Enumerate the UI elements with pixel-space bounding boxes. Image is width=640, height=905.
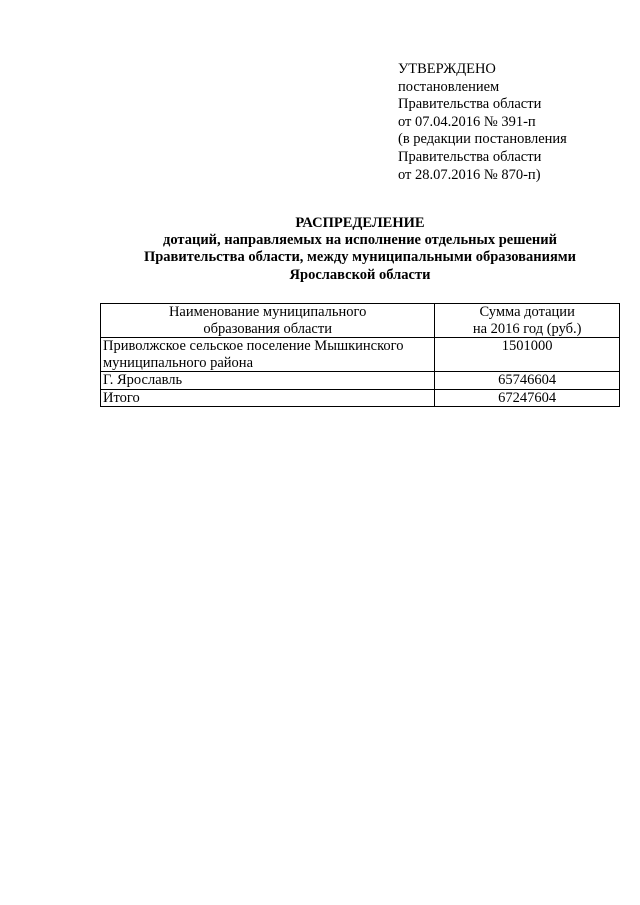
distribution-table	[100, 303, 620, 407]
column-header-name	[101, 304, 435, 338]
column-header-sum	[435, 304, 620, 338]
approval-line: от 28.07.2016 № 870-п)	[398, 166, 541, 183]
approval-line: УТВЕРЖДЕНО	[398, 61, 496, 77]
approval-line: Правительства области	[398, 148, 542, 165]
municipality-name: Г. Ярославль	[101, 372, 435, 390]
table-header-row	[101, 304, 620, 338]
title-line: Правительства области, между муниципальными образованиями	[143, 249, 577, 266]
document-title	[100, 215, 620, 284]
title-heading: РАСПРЕДЕЛЕНИЕ	[295, 215, 425, 231]
title-line: Ярославской области	[289, 266, 431, 283]
table-row	[101, 338, 620, 372]
subsidy-sum: 1501000	[435, 338, 620, 372]
column-header-line: Сумма дотации	[479, 304, 575, 320]
approval-stamp	[398, 61, 567, 184]
municipality-name: Приволжское сельское поселение Мышкинского муниципального района	[101, 338, 435, 372]
approval-line: Правительства области	[398, 96, 542, 113]
title-line: дотаций, направляемых на исполнение отдельных решений	[163, 232, 557, 249]
table-total-row	[101, 389, 620, 407]
column-header-line: на 2016 год (руб.)	[472, 320, 582, 337]
subsidy-sum: 65746604	[435, 372, 620, 390]
approval-line: (в редакции постановления	[398, 131, 567, 148]
total-label: Итого	[101, 389, 435, 407]
column-header-line: Наименование муниципального	[168, 304, 367, 320]
total-sum: 67247604	[435, 389, 620, 407]
approval-line: от 07.04.2016 № 391-п	[398, 113, 536, 130]
table-row	[101, 372, 620, 390]
column-header-line: образования области	[203, 320, 332, 337]
approval-line: постановлением	[398, 78, 500, 95]
